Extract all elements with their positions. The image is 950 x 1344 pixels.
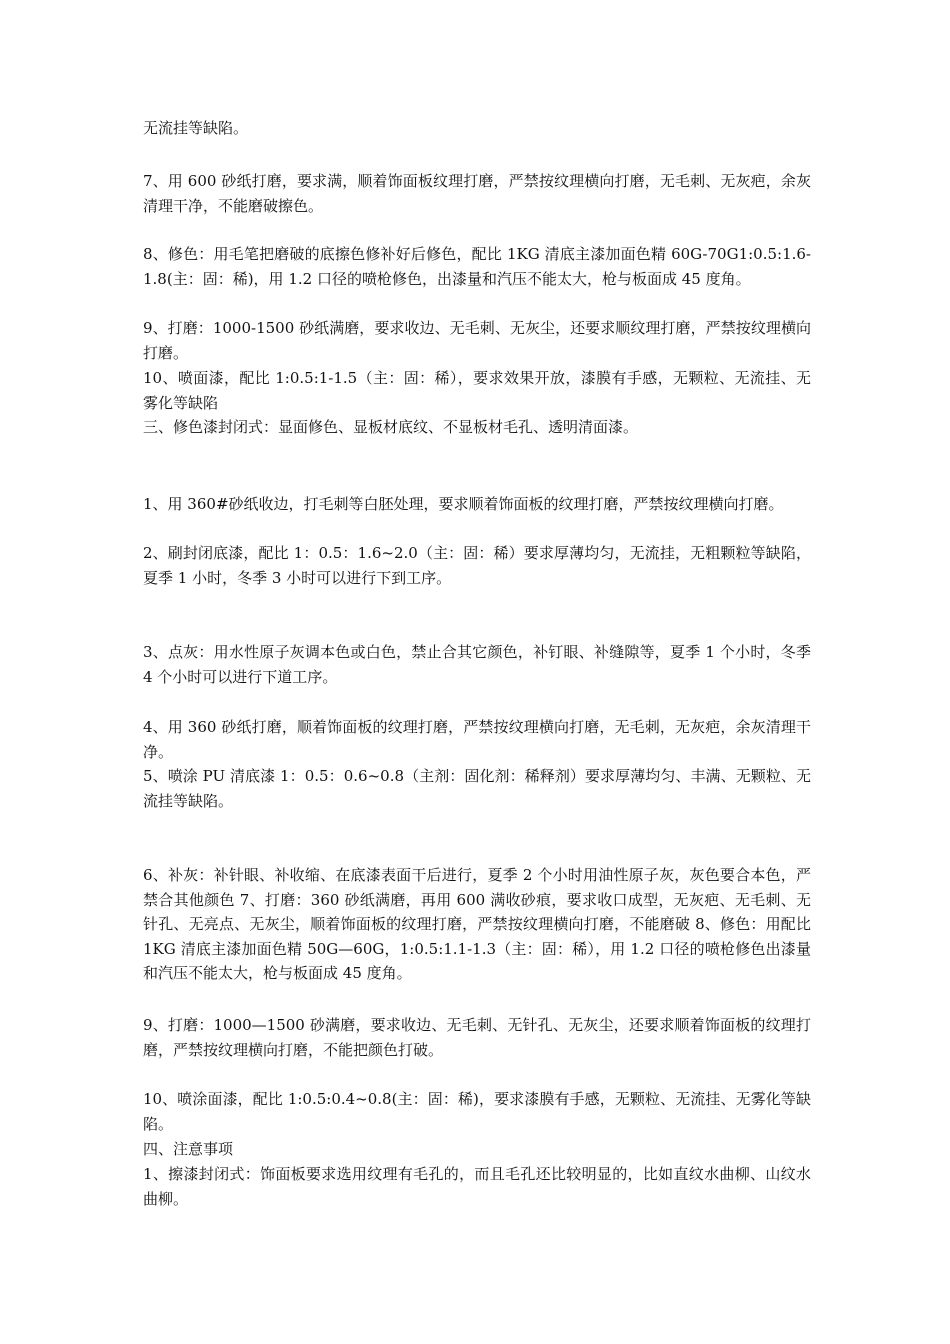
paragraph-9: 3、点灰：用水性原子灰调本色或白色，禁止合其它颜色，补钉眼、补缝隙等，夏季 1 个小时，冬季 4 个小时可以进行下道工序。 xyxy=(143,643,811,686)
paragraph-14: 10、喷涂面漆，配比 1:0.5:0.4~0.8(主：固：稀)，要求漆膜有手感，无颗粒、无流挂、无雾化等缺陷。 xyxy=(143,1090,811,1133)
paragraph-16: 1、擦漆封闭式：饰面板要求选用纹理有毛孔的，而且毛孔还比较明显的，比如直纹水曲柳、山纹水曲柳。 xyxy=(143,1165,811,1208)
paragraph-11: 5、喷涂 PU 清底漆 1：0.5：0.6~0.8（主剂：固化剂：稀释剂）要求厚薄均匀、丰满、无颗粒、无流挂等缺陷。 xyxy=(143,767,811,810)
paragraph-6: 三、修色漆封闭式：显面修色、显板材底纹、不显板材毛孔、透明清面漆。 xyxy=(143,418,639,436)
paragraph-4: 9、打磨：1000-1500 砂纸满磨，要求收边、无毛刺、无灰尘，还要求顺纹理打磨，严禁按纹理横向打磨。 xyxy=(143,319,811,362)
paragraph-1: 无流挂等缺陷。 xyxy=(143,119,249,137)
paragraph-15: 四、注意事项 xyxy=(143,1140,234,1158)
paragraph-13: 9、打磨：1000—1500 砂满磨，要求收边、无毛刺、无针孔、无灰尘，还要求顺着饰面板的纹理打磨，严禁按纹理横向打磨，不能把颜色打破。 xyxy=(143,1016,811,1059)
paragraph-3: 8、修色：用毛笔把磨破的底擦色修补好后修色，配比 1KG 清底主漆加面色精 60G-70G1:0.5:1.6-1.8(主：固：稀)，用 1.2 口径的喷枪修色，出漆量和汽压不能太大，枪与板面成 45 度角。 xyxy=(143,245,811,288)
paragraph-12: 6、补灰：补针眼、补收缩、在底漆表面干后进行，夏季 2 个小时用油性原子灰，灰色要合本色，严禁合其他颜色 7、打磨：360 砂纸满磨，再用 600 满收砂痕，要求收口成型，无灰疤、无毛刺、无针孔、无亮点、无灰尘，顺着饰面板的纹理打磨，严禁按纹理横向打磨，不能磨破 8、修色：用配比 1KG 清底主漆加面色精 50G—60G，1:0.5:1.1-1.3（主：固：稀），用 1.2 口径的喷枪修色出漆量和汽压不能太大，枪与板面成 45 度角。 xyxy=(143,866,811,982)
paragraph-7: 1、用 360#砂纸收边，打毛刺等白胚处理，要求顺着饰面板的纹理打磨，严禁按纹理横向打磨。 xyxy=(143,495,784,513)
paragraph-8: 2、刷封闭底漆，配比 1：0.5：1.6~2.0（主：固：稀）要求厚薄均匀，无流挂，无粗颗粒等缺陷，夏季 1 小时，冬季 3 小时可以进行下到工序。 xyxy=(143,544,811,587)
paragraph-10: 4、用 360 砂纸打磨，顺着饰面板的纹理打磨，严禁按纹理横向打磨，无毛刺，无灰疤，余灰清理干净。 xyxy=(143,718,811,761)
paragraph-2: 7、用 600 砂纸打磨，要求满，顺着饰面板纹理打磨，严禁按纹理横向打磨，无毛刺、无灰疤，余灰清理干净，不能磨破擦色。 xyxy=(143,172,811,215)
paragraph-5: 10、喷面漆，配比 1:0.5:1-1.5（主：固：稀），要求效果开放，漆膜有手感，无颗粒、无流挂、无雾化等缺陷 xyxy=(143,369,811,412)
